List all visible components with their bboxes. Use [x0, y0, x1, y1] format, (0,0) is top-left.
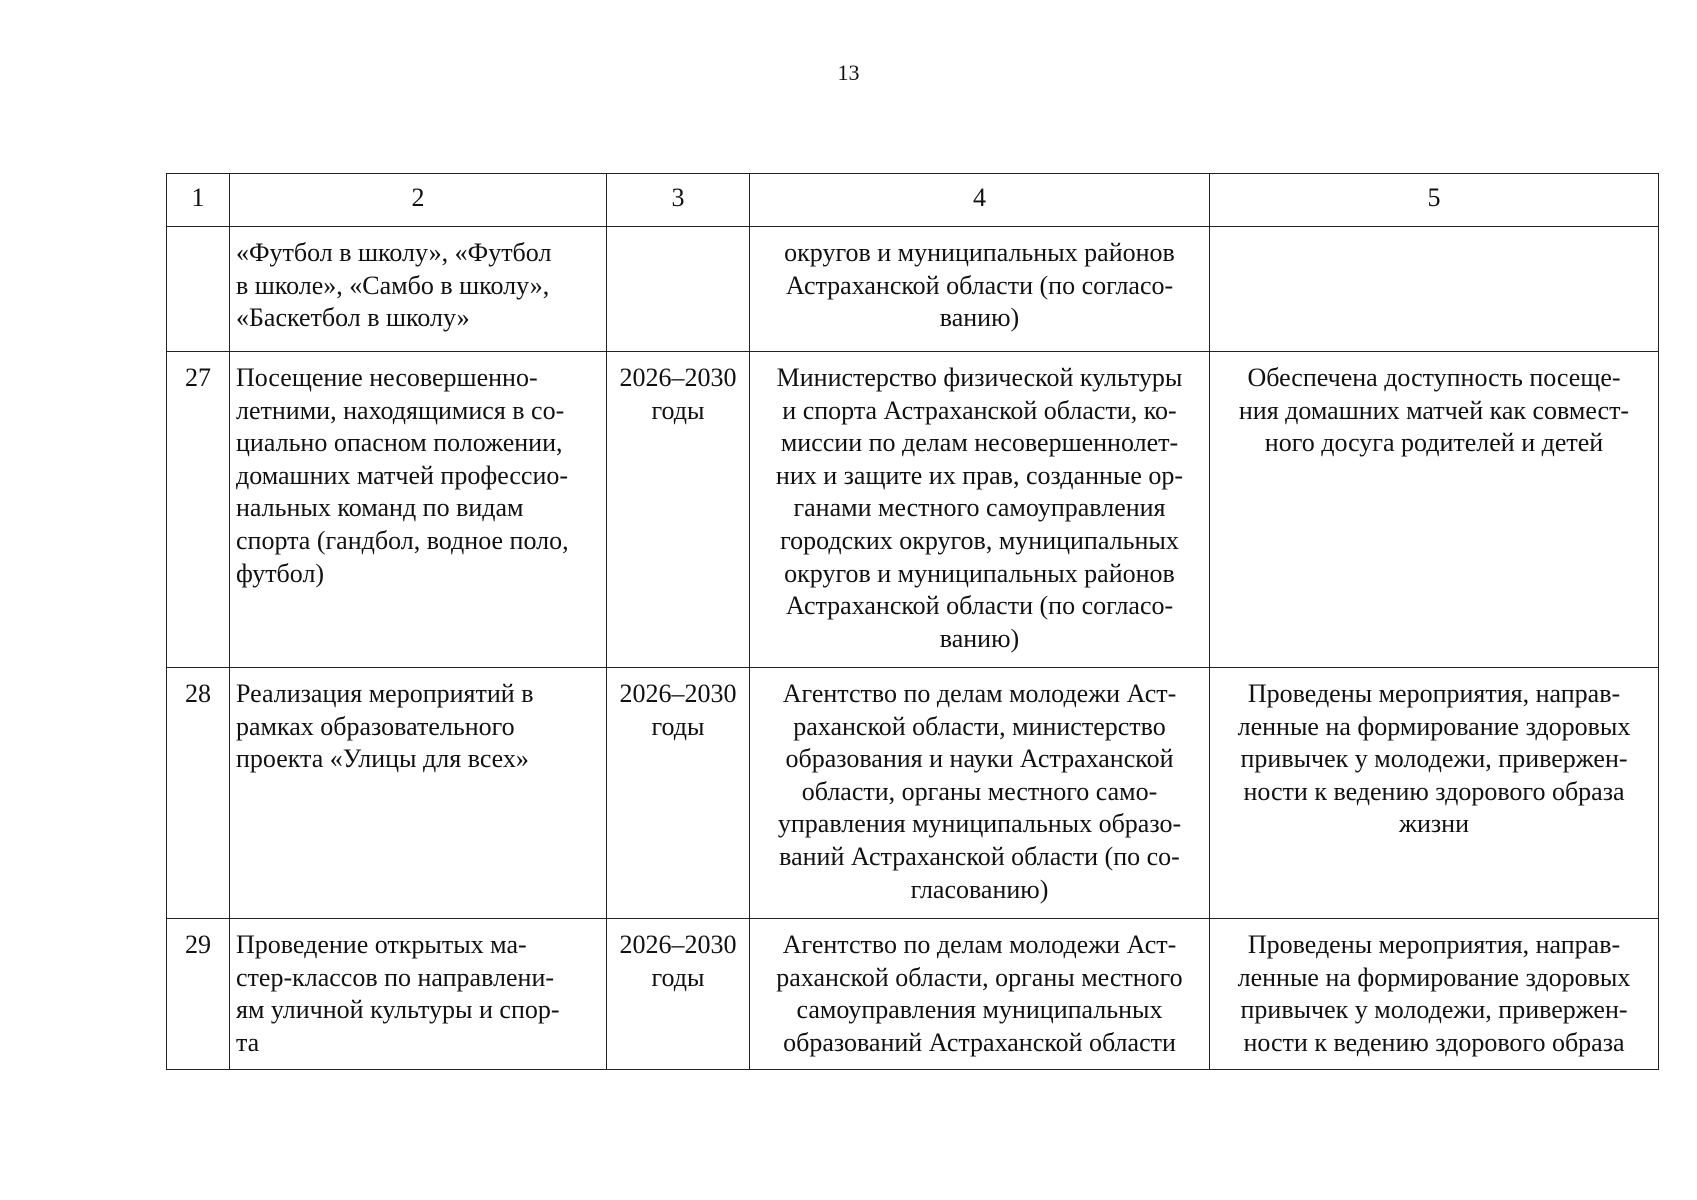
measures-table: [166, 173, 1659, 1070]
row-number: 28: [167, 668, 230, 919]
executors: Агентство по делам молодежи Аст- раханской области, органы местного самоуправления муниципальных образований Астраханской области: [750, 919, 1210, 1070]
header-col-3: 3: [607, 174, 750, 227]
row-number: 27: [167, 352, 230, 668]
period: 2026–2030 годы: [607, 919, 750, 1070]
expected-result: Проведены мероприятия, направ- ленные на формирование здоровых привычек у молодежи, привержен- ности к ведению здорового образа жизни: [1210, 668, 1659, 919]
period: 2026–2030 годы: [607, 668, 750, 919]
measure-title: Проведение открытых ма- стер-классов по направлени- ям уличной культуры и спор- та: [230, 919, 607, 1070]
header-col-2: 2: [230, 174, 607, 227]
executors: Агентство по делам молодежи Аст- раханской области, министерство образования и науки Астраханской области, органы местного само- управления муниципальных образо- ваний Астраханской области (по со- гласованию): [750, 668, 1210, 919]
measure-title: «Футбол в школу», «Футбол в школе», «Самбо в школу», «Баскетбол в школу»: [230, 227, 607, 352]
header-col-5: 5: [1210, 174, 1659, 227]
table-row: [167, 352, 1659, 668]
header-col-4: 4: [750, 174, 1210, 227]
table-row: [167, 668, 1659, 919]
table-row: [167, 227, 1659, 352]
table-header-row: [167, 174, 1659, 227]
expected-result: Проведены мероприятия, направ- ленные на формирование здоровых привычек у молодежи, привержен- ности к ведению здорового образа: [1210, 919, 1659, 1070]
executors: Министерство физической культуры и спорта Астраханской области, ко- миссии по делам несовершеннолет- них и защите их прав, созданные ор- ганами местного самоуправления городских округов, муниципальных округов и муниципальных районов Астраханской области (по согласо- ванию): [750, 352, 1210, 668]
row-number: [167, 227, 230, 352]
row-number: 29: [167, 919, 230, 1070]
page-number: 13: [837, 60, 860, 85]
period: [607, 227, 750, 352]
executors: округов и муниципальных районов Астраханской области (по согласо- ванию): [750, 227, 1210, 352]
measure-title: Посещение несовершенно- летними, находящимися в со- циально опасном положении, домашних матчей профессио- нальных команд по видам спорта (гандбол, водное поло, футбол): [230, 352, 607, 668]
period: 2026–2030 годы: [607, 352, 750, 668]
expected-result: Обеспечена доступность посеще- ния домашних матчей как совмест- ного досуга родителей и детей: [1210, 352, 1659, 668]
measure-title: Реализация мероприятий в рамках образовательного проекта «Улицы для всех»: [230, 668, 607, 919]
table-row: [167, 919, 1659, 1070]
header-col-1: 1: [167, 174, 230, 227]
expected-result: [1210, 227, 1659, 352]
